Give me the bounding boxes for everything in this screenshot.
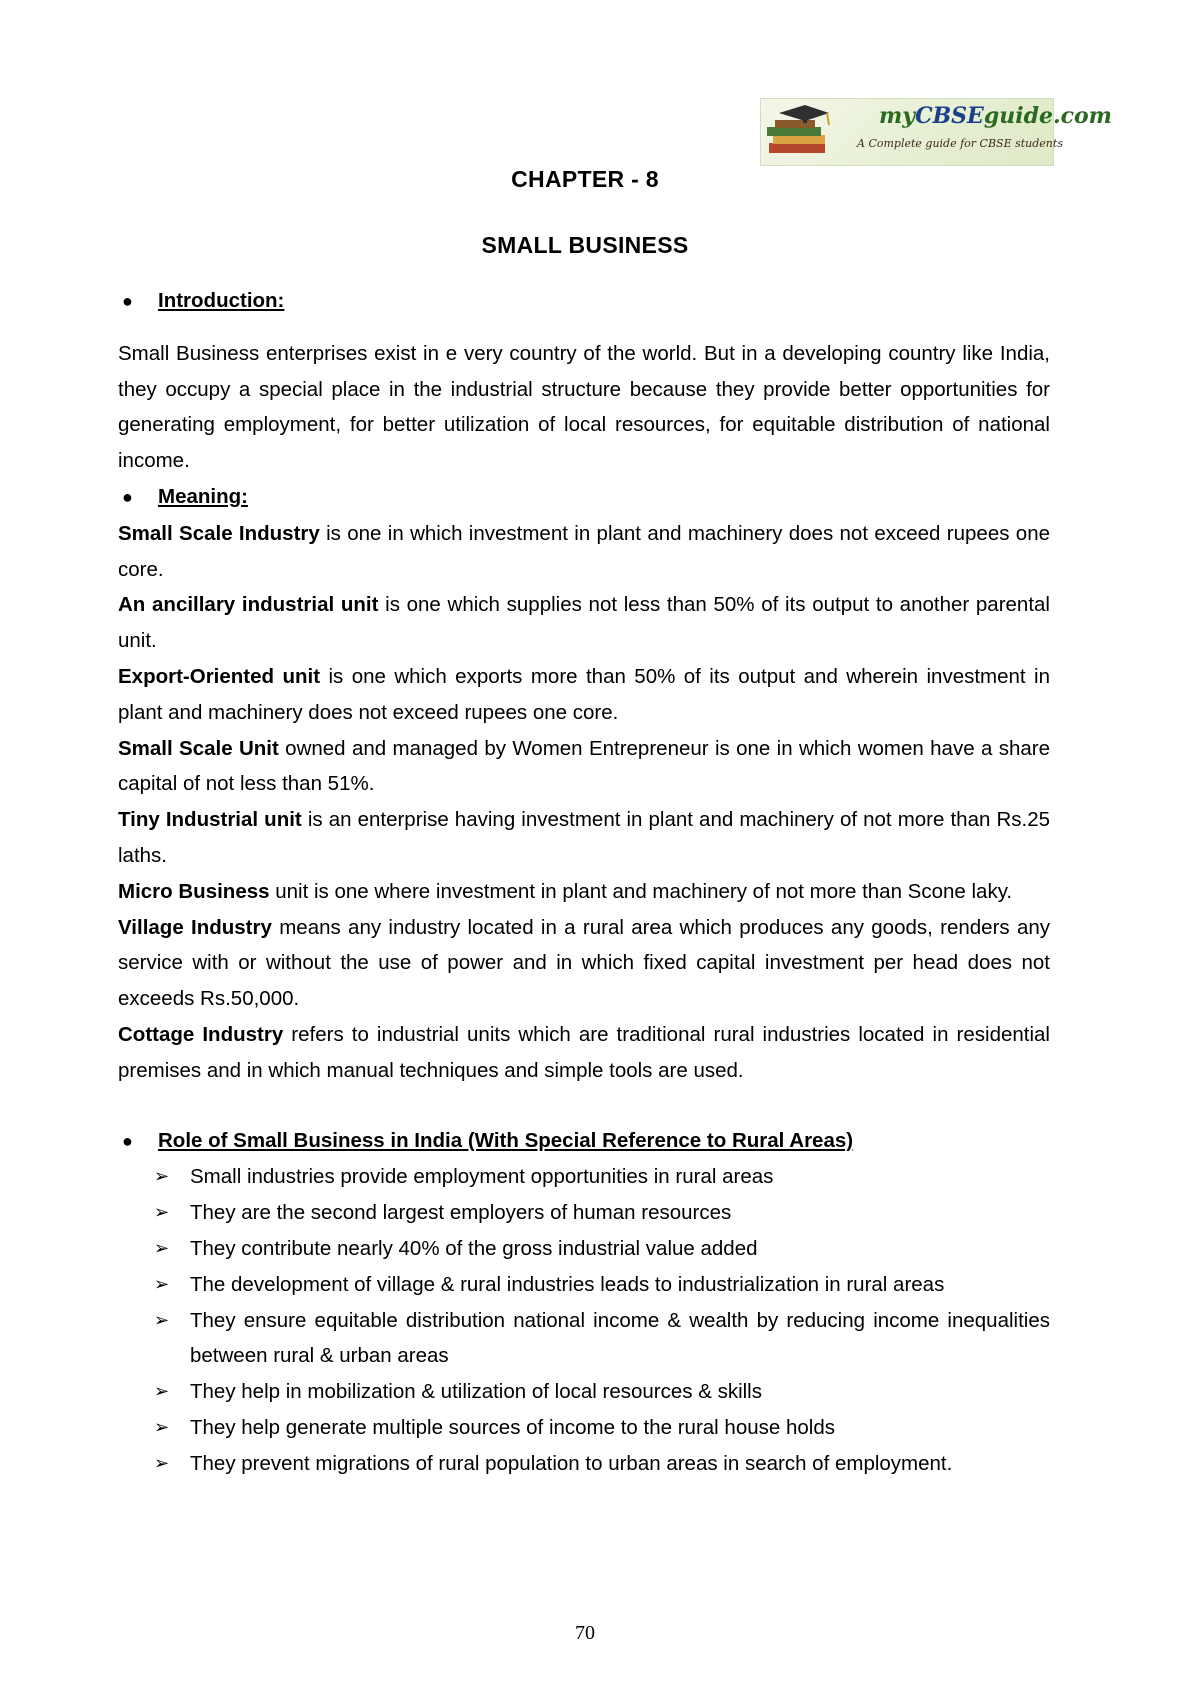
bullet-icon: ● bbox=[122, 291, 133, 311]
definition-export-oriented-unit: Export-Oriented unit is one which exports more than 50% of its output and wherein investment in plant and machinery does not exceed rupees one core. bbox=[118, 664, 1050, 724]
document-body bbox=[118, 283, 1050, 1482]
arrow-icon: ➢ bbox=[154, 1452, 170, 1473]
arrow-icon: ➢ bbox=[154, 1416, 170, 1437]
chapter-heading: CHAPTER - 8 bbox=[511, 166, 659, 192]
definition-ancillary-unit: An ancillary industrial unit is one which supplies not less than 50% of its output to another parental unit. bbox=[118, 593, 1050, 653]
bullet-icon: ● bbox=[122, 1130, 133, 1151]
definition-tiny-industrial-unit: Tiny Industrial unit is an enterprise having investment in plant and machinery of not more than Rs.25 laths. bbox=[118, 808, 1050, 867]
list-item: ➢ They ensure equitable distribution national income & wealth by reducing income inequalities between rural & urban areas bbox=[154, 1303, 1050, 1375]
intro-paragraph: Small Business enterprises exist in e very country of the world. But in a developing country like India, they occupy a special place in the industrial structure because they provide better opportunities for generating employment, for better utilization of local resources, for equitable distribution of national income. bbox=[118, 341, 1050, 473]
books-icon bbox=[765, 105, 835, 161]
logo-tagline: A Complete guide for CBSE students bbox=[857, 137, 1063, 150]
logo-brand-text: myCBSEguide.com bbox=[879, 103, 1112, 129]
definition-small-scale-industry: Small Scale Industry is one in which investment in plant and machinery does not exceed rupees one core. bbox=[118, 521, 1050, 581]
arrow-icon: ➢ bbox=[154, 1309, 170, 1330]
arrow-icon: ➢ bbox=[154, 1273, 170, 1294]
arrow-icon: ➢ bbox=[154, 1381, 170, 1402]
list-item: ➢ They help in mobilization & utilization of local resources & skills bbox=[154, 1374, 1050, 1410]
page-number: 70 bbox=[575, 1622, 595, 1644]
definition-women-entrepreneur-unit: Small Scale Unit owned and managed by Women Entrepreneur is one in which women have a share capital of not less than 51%. bbox=[118, 736, 1050, 796]
page-title: SMALL BUSINESS bbox=[481, 232, 689, 258]
list-item: ➢ Small industries provide employment opportunities in rural areas bbox=[154, 1159, 1050, 1195]
list-item: ➢ They help generate multiple sources of income to the rural house holds bbox=[154, 1410, 1050, 1446]
intro-heading: ● Introduction: bbox=[118, 283, 1050, 320]
list-item: ➢ The development of village & rural industries leads to industrialization in rural areas bbox=[154, 1267, 1050, 1303]
arrow-icon: ➢ bbox=[154, 1166, 170, 1187]
mycbseguide-logo bbox=[760, 98, 1112, 166]
list-item: ➢ They contribute nearly 40% of the gross industrial value added bbox=[154, 1231, 1050, 1267]
meaning-heading: ● Meaning: bbox=[118, 479, 1050, 516]
list-item: ➢ They prevent migrations of rural population to urban areas in search of employment. bbox=[154, 1446, 1050, 1482]
bullet-icon: ● bbox=[122, 486, 133, 507]
definition-village-industry: Village Industry means any industry located in a rural area which produces any goods, renders any service with or without the use of power and in which fixed capital investment per head does not exceeds Rs.50,000. bbox=[118, 915, 1051, 1011]
list-item: ➢ They are the second largest employers of human resources bbox=[154, 1195, 1050, 1231]
definition-micro-business: Micro Business unit is one where investment in plant and machinery of not more than Scone laky. bbox=[118, 879, 1013, 903]
role-heading: ● Role of Small Business in India (With Special Reference to Rural Areas) bbox=[118, 1123, 1050, 1160]
role-points-list bbox=[118, 1159, 1050, 1481]
arrow-icon: ➢ bbox=[154, 1202, 170, 1223]
definition-cottage-industry: Cottage Industry refers to industrial units which are traditional rural industries located in residential premises and in which manual techniques and simple tools are used. bbox=[118, 1022, 1050, 1082]
arrow-icon: ➢ bbox=[154, 1237, 170, 1258]
